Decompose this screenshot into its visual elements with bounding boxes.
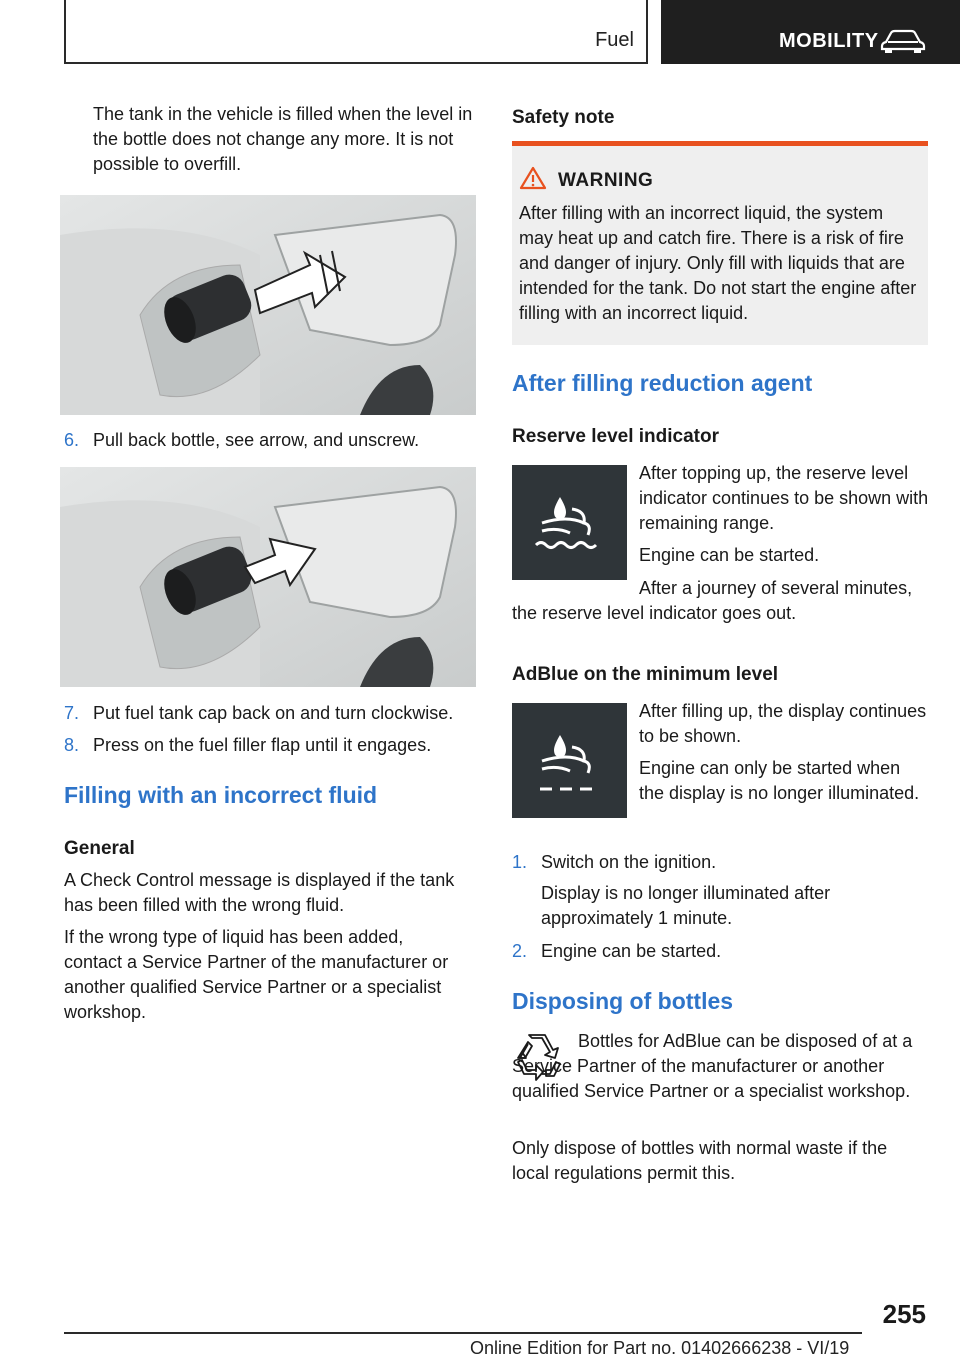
minimum-paragraph-1: After filling up, the display continues to be shown. (639, 701, 927, 746)
safety-note-heading: Safety note (512, 107, 615, 128)
min-step-1-detail: Display is no longer illuminated after approximately 1 minute. (541, 883, 831, 928)
dispose-paragraph-2: Only dispose of bottles with normal waste if the local regulations permit this. (512, 1138, 888, 1183)
step-text: Pull back bottle, see arrow, and unscrew. (93, 430, 420, 450)
header-chapter-label: MOBILITY (779, 30, 879, 52)
intro-paragraph: The tank in the vehicle is filled when the level in the bottle does not change any more. It is not possible to overfill. (93, 104, 473, 174)
step-number: 6. (64, 430, 80, 450)
photo-pull-bottle (60, 195, 476, 415)
dispose-paragraph-1: Bottles for AdBlue can be disposed of at a Service Partner of the manufacturer or another qualified Service Partner or a specialist workshop. (512, 1031, 913, 1101)
subheading-general: General (64, 838, 135, 859)
header-section-title: Fuel (595, 29, 634, 51)
adblue-minimum-level-icon (512, 703, 627, 818)
minimum-paragraph-2: Engine can only be started when the display is no longer illuminated. (639, 758, 920, 803)
step-6 (64, 428, 478, 453)
heading-disposing-bottles: Disposing of bottles (512, 988, 734, 1014)
page-number: 255 (882, 1299, 926, 1329)
step-number: 1. (512, 852, 528, 872)
reserve-paragraph-1: After topping up, the reserve level indicator continues to be shown with remaining range. (639, 463, 929, 533)
subheading-minimum-level: AdBlue on the minimum level (512, 664, 779, 685)
step-number: 7. (64, 703, 80, 723)
warning-text: After filling with an incorrect liquid, the system may heat up and catch fire. There is a risk of fire and danger of injury. Only fill with liquids that are intended for the tank. Do not start the engine after filling with an incorrect liquid. (519, 203, 917, 323)
footer-edition: Online Edition for Part no. 01402666238 - VI/19 (470, 1338, 850, 1358)
step-number: 2. (512, 941, 528, 961)
step-7 (64, 701, 478, 726)
footer-divider (64, 1332, 862, 1334)
reserve-level-indicator-icon (512, 465, 627, 580)
heading-incorrect-fluid: Filling with an incorrect fluid (64, 782, 378, 808)
reserve-paragraph-3: After a journey of several minutes, the reserve level indicator goes out. (512, 578, 913, 623)
general-paragraph-1: A Check Control message is displayed if the tank has been filled with the wrong fluid. (64, 870, 455, 915)
min-step-1 (512, 850, 928, 875)
car-icon (880, 28, 926, 54)
subheading-reserve-level: Reserve level indicator (512, 426, 719, 447)
warning-title: WARNING (558, 170, 654, 191)
step-text: Press on the fuel filler flap until it engages. (93, 735, 432, 755)
photo-unscrew-bottle (60, 467, 476, 687)
reserve-paragraph-2: Engine can be started. (639, 545, 820, 565)
header-frame (64, 0, 648, 64)
step-text: Switch on the ignition. (541, 852, 717, 872)
step-number: 8. (64, 735, 80, 755)
heading-after-filling: After filling reduction agent (512, 370, 813, 396)
min-step-2 (512, 939, 928, 964)
general-paragraph-2: If the wrong type of liquid has been added, contact a Service Partner of the manufacturer or another qualified Service Partner or a specialist workshop. (64, 927, 449, 1022)
warning-triangle-icon (519, 166, 547, 190)
step-8 (64, 733, 478, 758)
step-text: Put fuel tank cap back on and turn clockwise. (93, 703, 454, 723)
step-text: Engine can be started. (541, 941, 722, 961)
